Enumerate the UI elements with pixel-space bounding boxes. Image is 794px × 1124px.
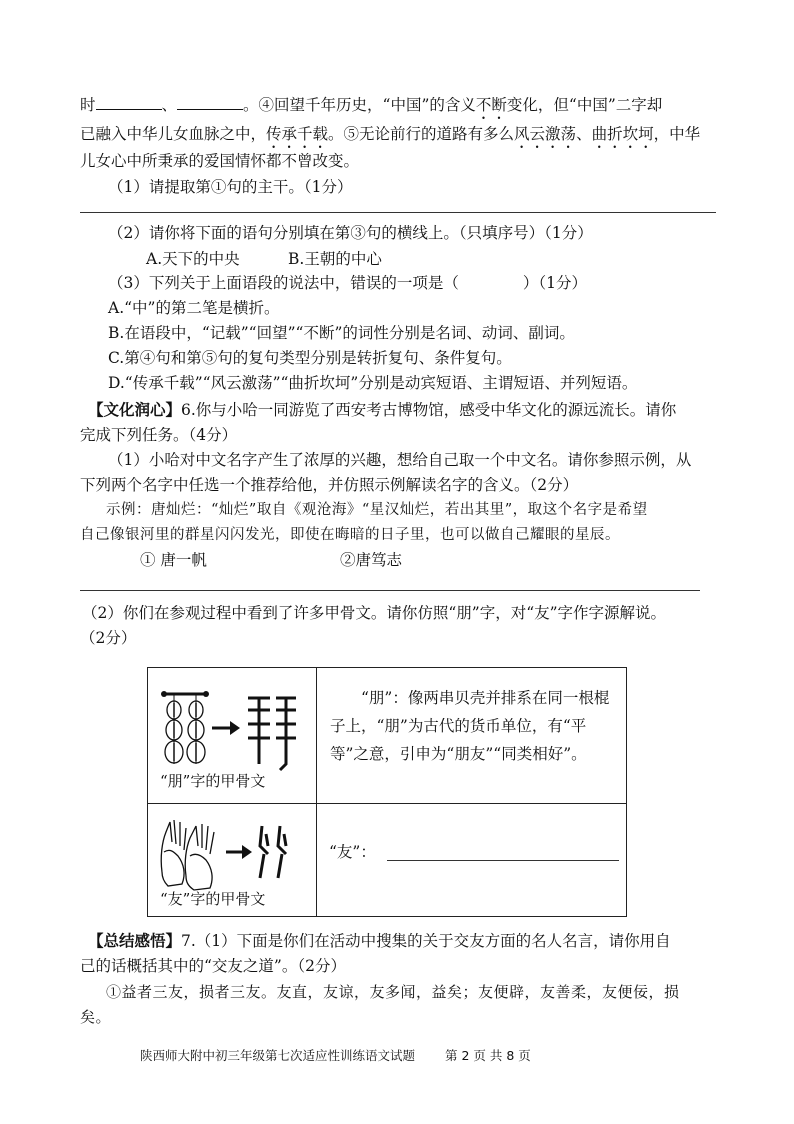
peng-image-cell <box>148 668 317 804</box>
choice-b: B.在语段中，“记载”“回望”“不断”的词性分别是名词、动词、副词。 <box>108 324 575 342</box>
you-image-cell <box>148 804 317 917</box>
passage-line-1 <box>80 95 662 123</box>
peng-shell-string-icon <box>156 686 316 776</box>
q5-sub1: （1）请提取第①句的主干。（1分） <box>108 178 353 196</box>
quote-line: ①益者三友，损者三友。友直，友谅，友多闻，益矣；友便辟，友善柔，友便佞，损 <box>106 983 680 1001</box>
passage-line-2 <box>80 124 700 152</box>
q6-intro-2: 完成下列任务。（4分） <box>80 426 238 444</box>
passage-text: 。⑤无论前行的道路有多么 <box>328 125 515 143</box>
dotted-word: 曲折坎坷 <box>591 125 654 143</box>
name-option-1: ① 唐一帆 <box>140 551 207 569</box>
option-a: A.天下的中央 <box>146 250 240 268</box>
q5-sub3-text: （3）下列关于上面语段的说法中，错误的一项是（ <box>108 274 459 292</box>
q6-sub2: （2）你们在参观过程中看到了许多甲骨文。请你仿照“朋”字，对“友”字作字源解说。 <box>82 604 667 622</box>
dotted-word: 传承千载 <box>266 125 329 143</box>
passage-text: 变化，但“中国”二字却 <box>506 96 663 114</box>
q6-sub2-2: （2分） <box>80 629 137 647</box>
passage-text: 。④回望千年历史，“中国”的含义 <box>243 96 476 114</box>
page-number: 第 2 页 共 8 页 <box>445 1048 531 1063</box>
passage-text: 、 <box>161 96 178 114</box>
dotted-word: 风云激荡 <box>514 125 577 143</box>
q5-sub3 <box>108 273 587 293</box>
section-tag: 【总结感悟】 <box>88 931 182 950</box>
you-label: “友”： <box>329 843 376 861</box>
passage-text: 已融入中华儿女血脉之中， <box>80 125 267 143</box>
q6-sub1-2: 下列两个名字中任选一个推荐给他，并仿照示例解读名字的含义。（2分） <box>80 476 579 494</box>
q7-intro-2: 己的话概括其中的“交友之道”。（2分） <box>80 957 346 975</box>
answer-blank[interactable] <box>96 95 162 110</box>
q6-sub1: （1）小哈对中文名字产生了浓厚的兴趣，想给自己取一个中文名。请你参照示例，从 <box>108 451 692 469</box>
example-line-2: 自己像银河里的群星闪闪发光，即使在晦暗的日子里，也可以做自己耀眼的星辰。 <box>80 527 620 543</box>
answer-line[interactable] <box>80 590 700 591</box>
page-footer <box>140 1046 531 1064</box>
example-line: 示例：唐灿烂：“灿烂”取自《观沧海》“星汉灿烂，若出其里”，取这个名字是希望 <box>106 502 648 518</box>
option-b: B.王朝的中心 <box>288 250 382 268</box>
choice-d: D.“传承千载”“风云激荡”“曲折坎坷”分别是动宾短语、主谓短语、并列短语。 <box>108 374 638 392</box>
q6-intro-text: 6.你与小哈一同游览了西安考古博物馆，感受中华文化的源远流长。请你 <box>181 401 677 419</box>
q7-intro-text: 7.（1）下面是你们在活动中搜集的关于交友方面的名人名言，请你用自 <box>181 932 671 950</box>
quote-line-2: 矣。 <box>80 1008 112 1026</box>
section-tag: 【文化润心】 <box>88 400 182 419</box>
choice-c: C.第④句和第⑤句的复句类型分别是转折复句、条件复句。 <box>108 349 512 367</box>
passage-text: 时 <box>80 96 96 114</box>
answer-blank[interactable] <box>177 95 243 110</box>
passage-text: ，中华 <box>653 125 701 143</box>
peng-explanation: “朋”：像两串贝壳并排系在同一根棍子上，“朋”为古代的货币单位，有“平等”之意，引申为“朋友”“同类相好”。 <box>330 689 610 763</box>
q5-sub3-score: ）（1分） <box>522 274 587 292</box>
oracle-table <box>147 667 627 917</box>
passage-text: 、 <box>576 125 592 143</box>
choice-a: A.“中”的第二笔是横折。 <box>108 299 280 317</box>
you-caption: “友”字的甲骨文 <box>160 890 266 908</box>
peng-caption: “朋”字的甲骨文 <box>160 772 266 790</box>
q6-intro <box>88 400 676 420</box>
passage-line-3: 儿女心中所秉承的爱国情怀都不曾改变。 <box>80 152 360 170</box>
you-two-hands-icon <box>156 812 316 892</box>
name-option-2: ②唐笃志 <box>340 551 403 569</box>
answer-line[interactable] <box>80 212 716 213</box>
peng-explain-cell <box>317 668 627 804</box>
exam-title: 陕西师大附中初三年级第七次适应性训练语文试题 <box>140 1048 416 1063</box>
you-answer-line[interactable] <box>387 860 619 861</box>
q7-intro <box>88 931 671 951</box>
you-answer-cell <box>317 804 627 917</box>
q5-sub2: （2）请你将下面的语句分别填在第③句的横线上。（只填序号）（1分） <box>108 224 593 242</box>
dotted-word: 不断 <box>475 96 507 114</box>
